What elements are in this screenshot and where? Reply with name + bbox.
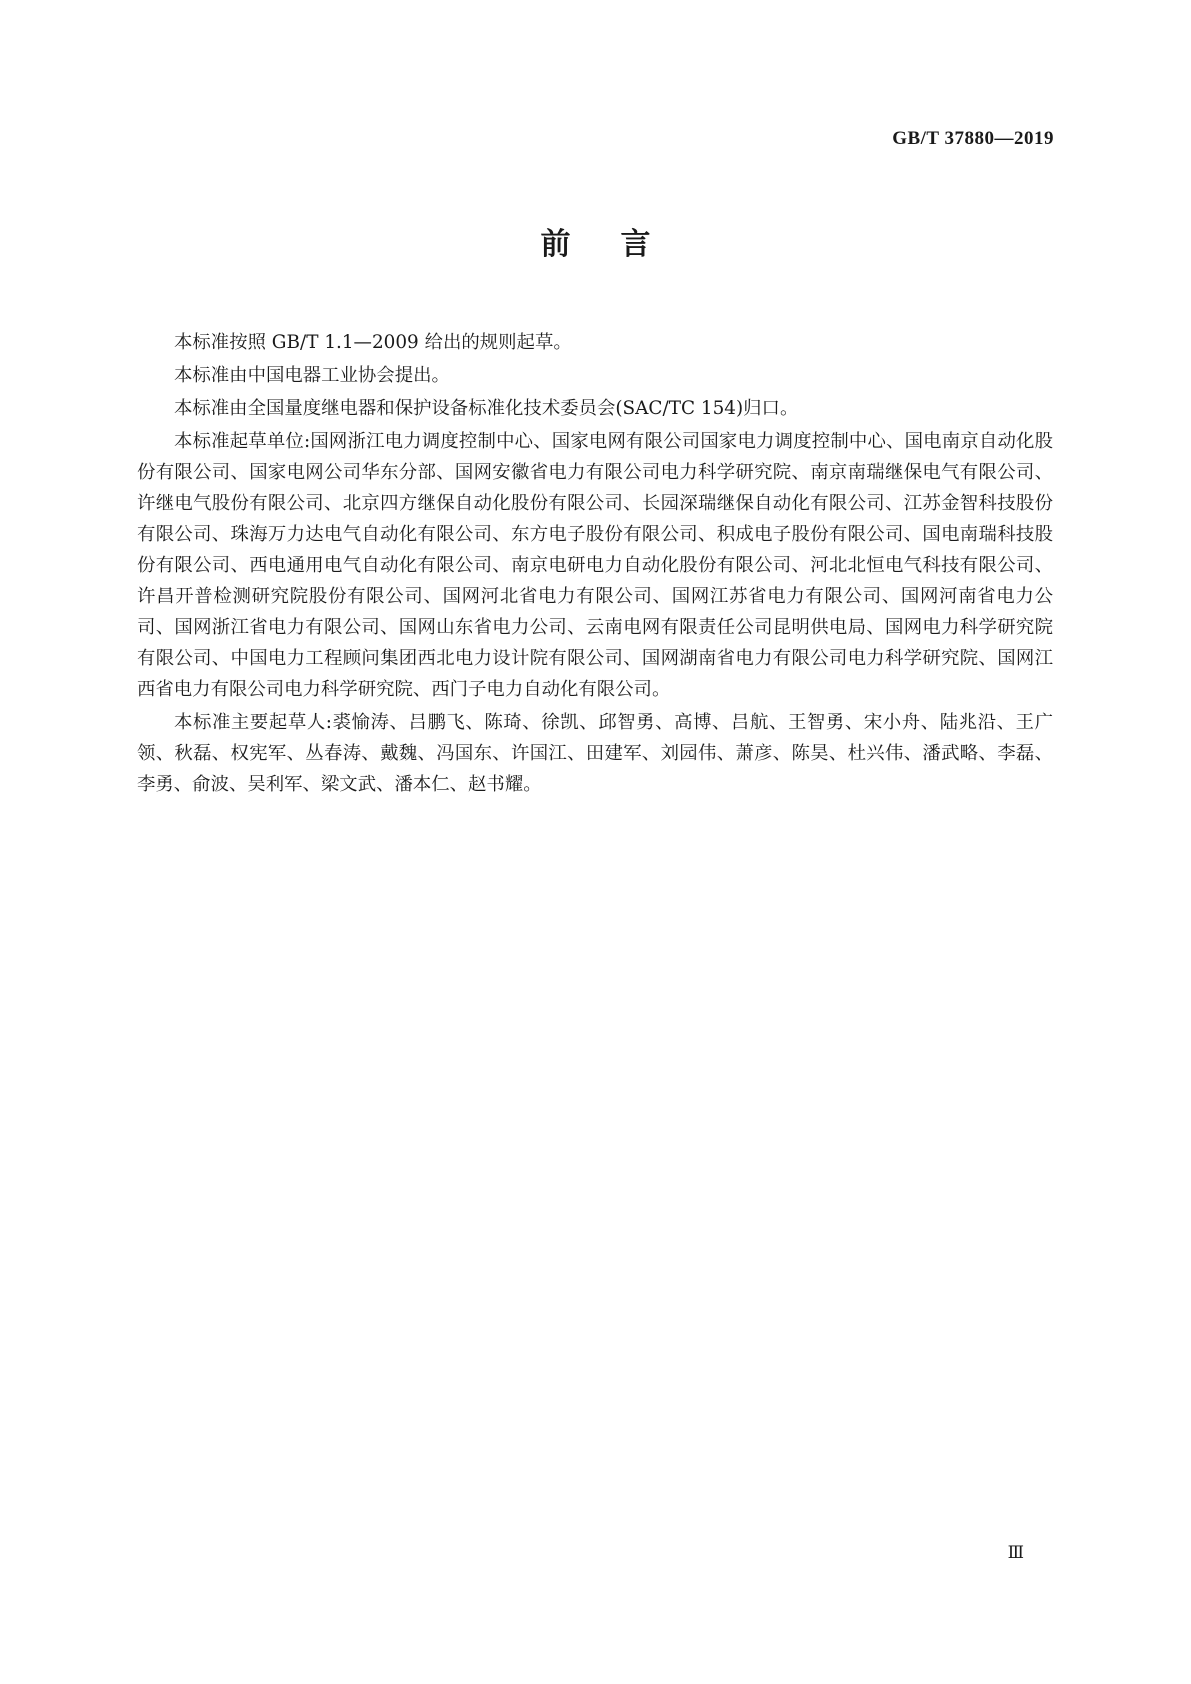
- paragraph-committee: 本标准由全国量度继电器和保护设备标准化技术委员会(SAC/TC 154)归口。: [174, 398, 799, 419]
- paragraph-drafting-rules: 本标准按照 GB/T 1.1—2009 给出的规则起草。: [174, 332, 572, 353]
- paragraph-drafting-units: 本标准起草单位:国网浙江电力调度控制中心、国家电网有限公司国家电力调度控制中心、国电南京自动化股份有限公司、国家电网公司华东分部、国网安徽省电力有限公司电力科学研究院、南京南瑞继保电气有限公司、许继电气股份有限公司、北京四方继保自动化股份有限公司、长园深瑞继保自动化有限公司、江苏金智科技股份有限公司、珠海万力达电气自动化有限公司、东方电子股份有限公司、积成电子股份有限公司、国电南瑞科技股份有限公司、西电通用电气自动化有限公司、南京电研电力自动化股份有限公司、河北北恒电气科技有限公司、许昌开普检测研究院股份有限公司、国网河北省电力有限公司、国网江苏省电力有限公司、国网河南省电力公司、国网浙江省电力有限公司、国网山东省电力公司、云南电网有限责任公司昆明供电局、国网电力科学研究院有限公司、中国电力工程顾问集团西北电力设计院有限公司、国网湖南省电力有限公司电力科学研究院、国网江西省电力有限公司电力科学研究院、西门子电力自动化有限公司。: [137, 431, 1053, 700]
- standard-number: GB/T 37880—2019: [892, 128, 1054, 149]
- page-number: Ⅲ: [1007, 1543, 1024, 1562]
- preface-body: [137, 327, 1053, 802]
- page-title: 前言: [540, 227, 701, 262]
- paragraph-drafters: 本标准主要起草人:裘愉涛、吕鹏飞、陈琦、徐凯、邱智勇、高博、吕航、王智勇、宋小舟、陆兆沿、王广领、秋磊、权宪军、丛春涛、戴魏、冯国东、许国江、田建军、刘园伟、萧彦、陈昊、杜兴伟、潘武略、李磊、李勇、俞波、吴利军、梁文武、潘本仁、赵书耀。: [137, 712, 1053, 795]
- paragraph-proposer: 本标准由中国电器工业协会提出。: [174, 365, 450, 386]
